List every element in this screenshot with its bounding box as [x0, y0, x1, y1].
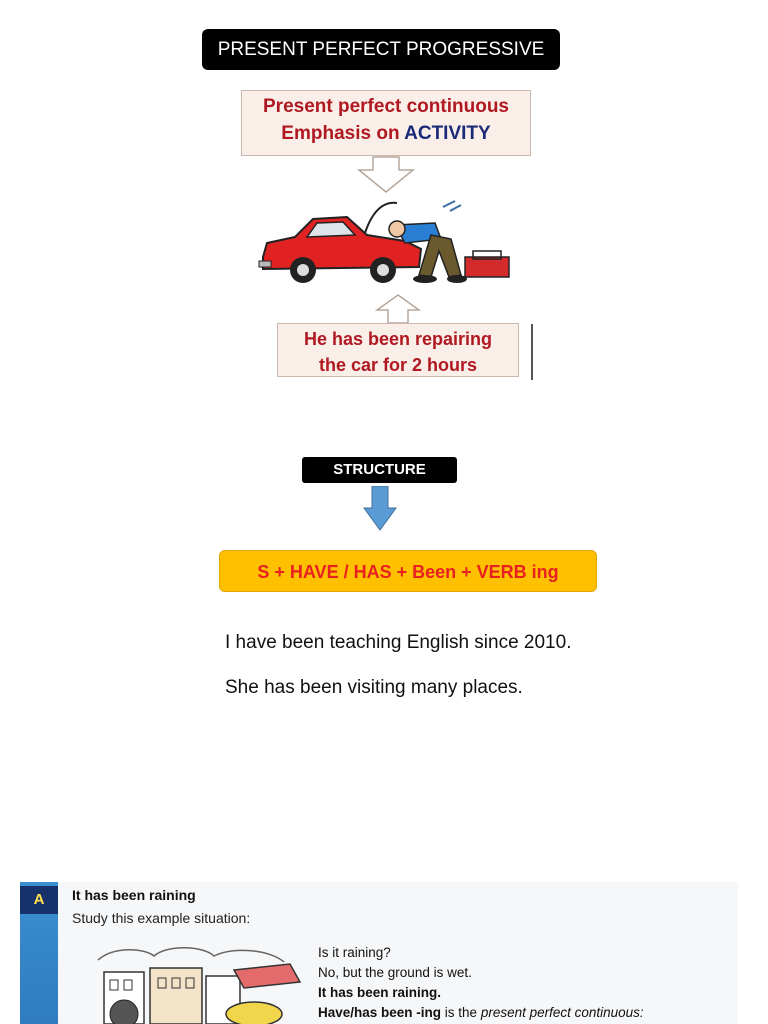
emphasis-prefix: Emphasis on: [281, 123, 405, 144]
example-sentence: She has been visiting many places.: [225, 677, 523, 698]
excerpt-line: Is it raining?: [318, 945, 391, 960]
example-line-2: the car for 2 hours: [318, 355, 478, 375]
down-outline-arrow-icon: [357, 156, 417, 194]
car-repair-illustration: [255, 195, 540, 295]
rain-street-illustration: [94, 942, 304, 1024]
emphasis-line-2: [242, 120, 530, 147]
excerpt-bold: Have/has been -ing: [318, 1005, 442, 1020]
example-sentence: I have been teaching English since 2010.: [225, 632, 572, 653]
up-outline-arrow-icon: [375, 294, 421, 324]
structure-label: STRUCTURE: [302, 457, 457, 483]
formula-box: S + HAVE / HAS + Been + VERB ing: [219, 550, 597, 592]
textbook-excerpt: [20, 882, 738, 1024]
excerpt-line: No, but the ground is wet.: [318, 965, 472, 980]
page-title: PRESENT PERFECT PROGRESSIVE: [202, 29, 560, 70]
bracket-divider: [531, 324, 538, 380]
excerpt-line: [318, 1003, 644, 1023]
emphasis-highlight: ACTIVITY: [404, 123, 491, 144]
excerpt-heading: It has been raining: [72, 887, 196, 903]
example-box: [277, 323, 519, 377]
section-tag: A: [20, 886, 58, 914]
emphasis-line-1: Present perfect continuous: [263, 96, 509, 117]
excerpt-text: [318, 943, 644, 1023]
emphasis-box: [241, 90, 531, 156]
example-line-1: He has been repairing: [303, 329, 493, 349]
excerpt-line: It has been raining.: [318, 985, 442, 1000]
excerpt-subheading: Study this example situation:: [72, 910, 251, 926]
excerpt-italic: present perfect continuous:: [480, 1005, 644, 1020]
down-arrow-icon: [363, 486, 397, 532]
excerpt-plain: is the: [441, 1005, 481, 1020]
